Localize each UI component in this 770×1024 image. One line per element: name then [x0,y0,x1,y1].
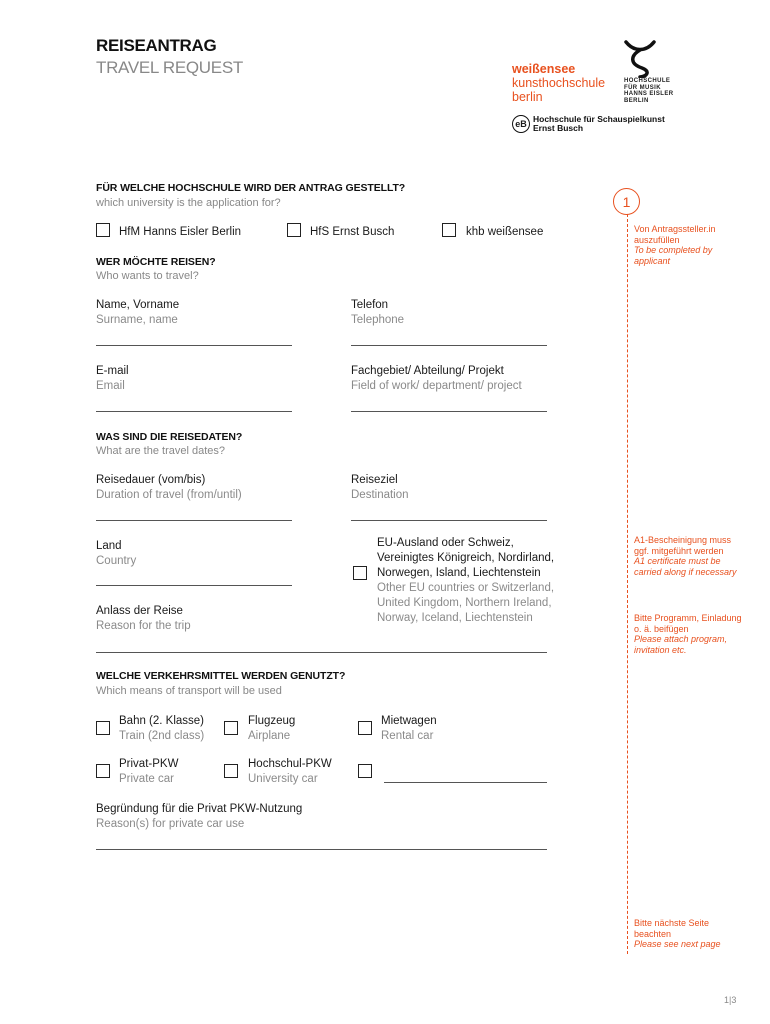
private-car-label: Privat-PKW [119,758,179,770]
section-dates-subheading: What are the travel dates? [96,445,226,457]
name-label: Name, Vorname [96,299,180,311]
section-dates-heading: WAS SIND DIE REISEDATEN? [96,431,243,443]
other-transport-field[interactable] [384,782,547,783]
airplane-label: Flugzeug [248,715,296,727]
sidebar-note-en: Please see next page [634,939,721,949]
phone-field[interactable] [351,345,547,346]
section-university-subheading: which university is the application for? [96,197,281,209]
private-car-reason-label: Begründung für die Privat PKW-Nutzung [96,803,303,815]
airplane-label-en: Airplane [248,730,291,742]
weissensee-logo [512,62,605,104]
duration-field[interactable] [96,520,292,521]
department-label: Fachgebiet/ Abteilung/ Projekt [351,365,504,377]
reason-field[interactable] [96,652,547,653]
train-label: Bahn (2. Klasse) [119,715,205,727]
country-label: Land [96,540,122,552]
section-transport-subheading: Which means of transport will be used [96,685,282,697]
ernst-busch-logo [512,113,665,135]
duration-label: Reisedauer (vom/bis) [96,474,206,486]
email-field[interactable] [96,411,292,412]
destination-label-en: Destination [351,489,409,501]
country-label-en: Country [96,555,137,567]
reason-label: Anlass der Reise [96,605,183,617]
sidebar-note-de: Bitte Programm, Einladung o. ä. beifügen [634,613,742,634]
name-field[interactable] [96,345,292,346]
reason-label-en: Reason for the trip [96,620,191,632]
checkbox-private-car[interactable] [96,764,110,778]
page-number: 1|3 [724,995,737,1005]
destination-label: Reiseziel [351,474,398,486]
checkbox-hfm[interactable] [96,223,110,237]
form-title: REISEANTRAG [96,36,217,55]
sidebar-note-applicant [634,224,744,266]
step-number-badge: 1 [613,188,640,215]
section-university-heading: FÜR WELCHE HOCHSCHULE WIRD DER ANTRAG GESTELLT? [96,182,406,194]
eu-abroad-label-de: EU-Ausland oder Schweiz, Vereinigtes Königreich, Nordirland, Norwegen, Island, Liechtenstein [377,537,555,579]
sidebar-divider [627,214,628,954]
checkbox-other-transport[interactable] [358,764,372,778]
hfm-logo-text [624,78,673,104]
train-label-en: Train (2nd class) [119,730,205,742]
phone-label-en: Telephone [351,314,405,326]
sidebar-note-next-page [634,918,744,950]
hfm-logo-line: HANNS EISLER [624,91,674,97]
sidebar-note-en: Please attach program, invitation etc. [634,634,728,655]
weissensee-logo-line1: weißensee [512,62,576,76]
rental-car-label-en: Rental car [381,730,434,742]
checkbox-hfs-label: HfS Ernst Busch [310,226,395,238]
checkbox-university-car[interactable] [224,764,238,778]
department-field[interactable] [351,411,547,412]
checkbox-airplane[interactable] [224,721,238,735]
email-label: E-mail [96,365,129,377]
name-label-en: Surname, name [96,314,178,326]
hfm-logo-line: FÜR MUSIK [624,84,661,91]
sidebar-note-en: To be completed by applicant [634,245,713,266]
sidebar-note-de: A1-Bescheinigung muss ggf. mitgeführt werden [634,535,732,556]
checkbox-train[interactable] [96,721,110,735]
university-car-label: Hochschul-PKW [248,758,332,770]
country-field[interactable] [96,585,292,586]
checkbox-khb-label: khb weißensee [466,226,544,238]
sidebar-note-de: Bitte nächste Seite beachten [634,918,710,939]
phone-label: Telefon [351,299,389,311]
checkbox-hfm-label: HfM Hanns Eisler Berlin [119,226,242,238]
email-label-en: Email [96,380,125,392]
duration-label-en: Duration of travel (from/until) [96,489,242,501]
sidebar-note-program [634,613,744,655]
rental-car-label: Mietwagen [381,715,437,727]
hfm-logo-line: HOCHSCHULE [624,78,671,84]
university-car-label-en: University car [248,773,318,785]
weissensee-logo-line2: kunsthochschule [512,76,606,90]
destination-field[interactable] [351,520,547,521]
checkbox-eu-abroad[interactable] [353,566,367,580]
section-transport-heading: WELCHE VERKEHRSMITTEL WERDEN GENUTZT? [96,670,346,682]
section-traveller-heading: WER MÖCHTE REISEN? [96,256,216,268]
private-car-label-en: Private car [119,773,174,785]
ernst-busch-logo-mark-icon: eB [512,115,530,133]
form-title-english: TRAVEL REQUEST [96,58,243,77]
sidebar-note-a1 [634,535,744,577]
hfm-logo-mark-icon [620,38,660,78]
weissensee-logo-line3: berlin [512,90,543,104]
sidebar-note-en: A1 certificate must be carried along if necessary [634,556,737,577]
ernst-busch-logo-line1: Hochschule für Schauspielkunst [533,113,665,124]
eu-abroad-label [377,536,557,626]
private-car-reason-label-en: Reason(s) for private car use [96,818,245,830]
department-label-en: Field of work/ department/ project [351,380,522,392]
private-car-reason-field[interactable] [96,849,547,850]
checkbox-khb[interactable] [442,223,456,237]
hfm-logo-line: BERLIN [624,97,649,104]
sidebar-note-de: Von Antragssteller.in auszufüllen [634,224,716,245]
checkbox-rental-car[interactable] [358,721,372,735]
section-traveller-subheading: Who wants to travel? [96,270,199,282]
ernst-busch-logo-line2: Ernst Busch [533,123,584,133]
eu-abroad-label-en: Other EU countries or Switzerland, United Kingdom, Northern Ireland, Norway, Iceland, Liechtenstein [377,582,555,624]
checkbox-hfs[interactable] [287,223,301,237]
